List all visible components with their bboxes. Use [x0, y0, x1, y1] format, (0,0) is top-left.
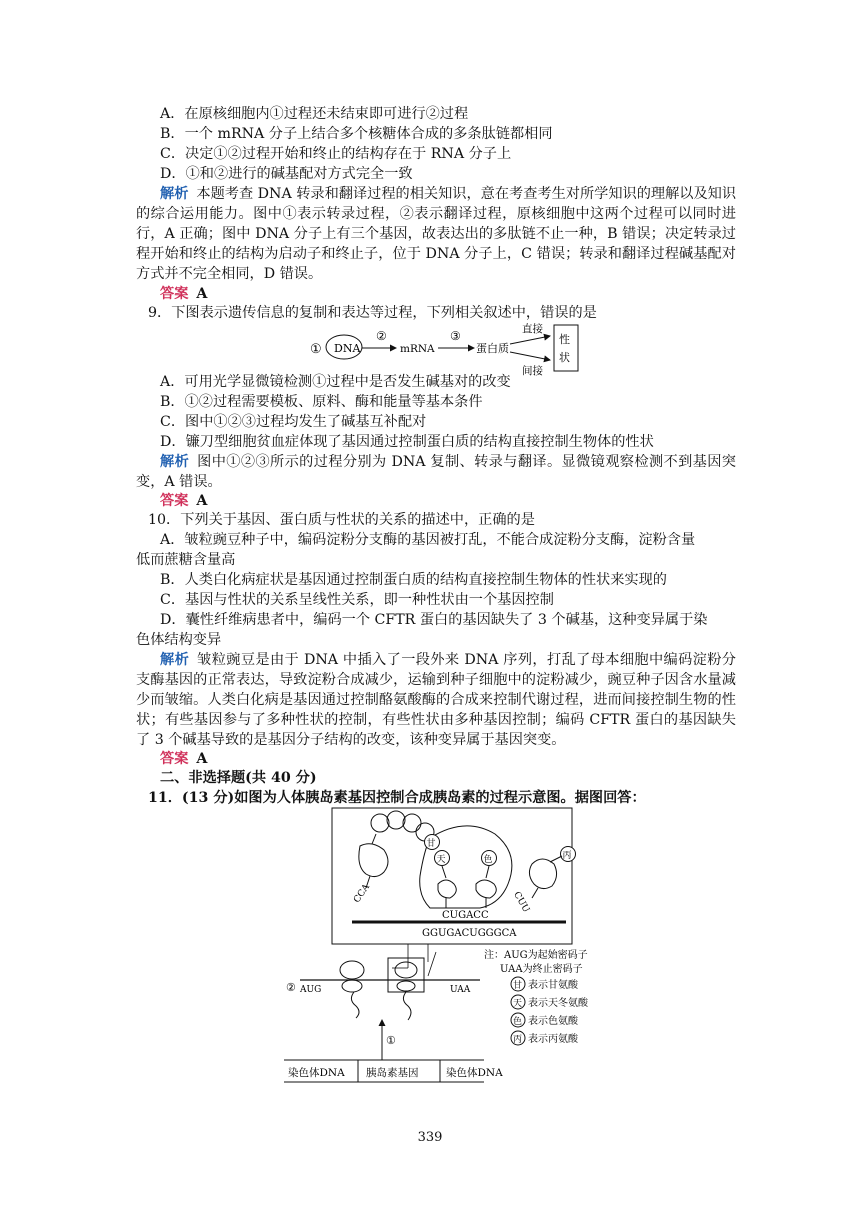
mrna-seq: GGUGACUGGGCA [422, 928, 517, 939]
q9-protein-label: 蛋白质 [476, 342, 509, 355]
start-codon-aug: AUG [300, 985, 322, 995]
q9-trait-char1: 性 [559, 333, 570, 346]
q9-stem: 9．下图表示遗传信息的复制和表达等过程，下列相关叙述中，错误的是 [148, 305, 597, 321]
analysis-label: 解析 [160, 186, 189, 202]
ribosome-lower-1 [340, 961, 364, 1018]
q9-answer [160, 491, 207, 511]
q10-option-d-line1: D．囊性纤维病患者中，编码一个 CFTR 蛋白的基因缺失了 3 个碱基，这种变异属于染 [160, 612, 708, 628]
legend-char-asp: 天 [513, 999, 523, 1009]
q9-label-1: ① [310, 342, 322, 357]
q9-analysis-text: 图中①②③所示的过程分别为 DNA 复制、转录与翻译。显微镜观察检测不到基因突变，A 错误。 [136, 454, 736, 490]
trna-right [529, 856, 562, 898]
legend-text-gly: 表示甘氨酸 [528, 980, 578, 991]
q9-option-a: A．可用光学显微镜检测①过程中是否发生碱基对的改变 [160, 374, 511, 390]
aa-gly: 甘 [426, 839, 436, 849]
q11-stem: 11．(13 分)如图为人体胰岛素基因控制合成胰岛素的过程示意图。据图回答： [148, 790, 646, 806]
aa-trp: 色 [483, 855, 493, 865]
q9-analysis [136, 452, 736, 492]
q9-trait-char2: 状 [559, 351, 570, 364]
q10-option-b: B．人类白化病症状是基因通过控制蛋白质的结构直接控制生物体的性状来实现的 [160, 572, 667, 588]
q9-arrow-indirect [510, 352, 550, 360]
q10-analysis [136, 650, 736, 750]
chromosome-dna-right: 染色体DNA [446, 1067, 503, 1079]
q9-label-3: ③ [450, 329, 461, 343]
label-1-lower: ① [386, 1034, 396, 1047]
stop-codon-uaa: UAA [450, 985, 471, 995]
q10-option-d-line2: 色体结构变异 [136, 632, 222, 648]
codon-top-seq: CUGACC [442, 910, 489, 921]
q10-option-c: C．基因与性状的关系呈线性关系，即一种性状由一个基因控制 [160, 592, 554, 608]
q9-label-2: ② [376, 329, 387, 343]
note-stop-codon: UAA为终止密码子 [500, 964, 583, 975]
q11-translation-diagram [280, 806, 620, 1090]
q9-trait-box [554, 325, 578, 371]
polypeptide-chain [371, 811, 434, 841]
q10-option-a-line1: A．皱粒豌豆种子中，编码淀粉分支酶的基因被打乱，不能合成淀粉分支酶，淀粉含量 [160, 532, 696, 548]
aa-asp: 天 [436, 855, 446, 865]
anticodon-cca: CCA [352, 882, 372, 905]
q8-option-b: B．一个 mRNA 分子上结合多个核糖体合成的多条肽链都相同 [160, 126, 553, 142]
page-number: 339 [417, 1130, 443, 1145]
q8-answer-value: A [196, 286, 208, 302]
answer-label: 答案 [160, 751, 189, 767]
q8-analysis-text: 本题考查 DNA 转录和翻译过程的相关知识，意在考查考生对所学知识的理解以及知识的综合运用能力。图中①表示转录过程，②表示翻译过程，原核细胞中这两个过程可以同时进行，A 正确；图中 DNA 分子上有三个基因，故表达出的多肽链不止一种，B 错误；决定转录过程开始和终止的结构为启动子和终止子，位于 DNA 分子上，C 错误；转录和翻译过程碱基配对方式并不完全相同，D 错误。 [136, 186, 737, 282]
q10-answer-value: A [196, 751, 208, 767]
q9-dna-label: DNA [334, 342, 361, 355]
zoom-box [388, 958, 424, 992]
q9-direct-label: 直接 [522, 323, 543, 335]
label-2-lower: ② [286, 981, 296, 994]
q9-answer-value: A [196, 493, 208, 509]
answer-label: 答案 [160, 493, 189, 509]
legend-char-gly: 甘 [513, 981, 523, 991]
q8-analysis [136, 184, 736, 284]
note-start-codon: 注：AUG为起始密码子 [484, 950, 588, 961]
trna-middle [438, 866, 496, 908]
amino-acid-legend [511, 977, 589, 1045]
answer-label: 答案 [160, 286, 189, 302]
q10-option-a-line2: 低而蔗糖含量高 [136, 552, 236, 568]
legend-text-trp: 表示色氨酸 [528, 1016, 578, 1027]
q10-stem: 10．下列关于基因、蛋白质与性状的关系的描述中，正确的是 [148, 512, 535, 528]
q9-option-c: C．图中①②③过程均发生了碱基互补配对 [160, 414, 427, 430]
q9-mrna-label: mRNA [400, 343, 435, 355]
q9-indirect-label: 间接 [522, 365, 543, 377]
q9-flow-diagram [300, 322, 590, 378]
q10-answer [160, 749, 207, 769]
q9-option-d: D．镰刀型细胞贫血症体现了基因通过控制蛋白质的结构直接控制生物体的性状 [160, 434, 654, 450]
zoom-pointer [428, 952, 436, 976]
trna-left [359, 834, 388, 888]
q9-option-b: B．①②过程需要模板、原料、酶和能量等基本条件 [160, 394, 483, 410]
q9-arrow-direct [510, 336, 550, 344]
section-title: 二、非选择题(共 40 分) [160, 770, 317, 786]
q8-answer [160, 284, 207, 304]
ribosome-lower-2 [395, 962, 417, 1020]
aa-ala: 丙 [562, 851, 572, 861]
anticodon-cuu: CUU [511, 890, 531, 915]
chromosome-dna-left: 染色体DNA [288, 1067, 345, 1079]
q8-option-c: C．决定①②过程开始和终止的结构存在于 RNA 分子上 [160, 146, 512, 162]
insulin-gene: 胰岛素基因 [366, 1067, 419, 1079]
q10-analysis-text: 皱粒豌豆是由于 DNA 中插入了一段外来 DNA 序列，打乱了母本细胞中编码淀粉分支酶基因的正常表达，导致淀粉合成减少，运输到种子细胞中的淀粉减少，豌豆种子因含水量减少而皱缩。人类白化病是基因通过控制酪氨酸酶的合成来控制代谢过程，进而间接控制生物的性状；有些基因参与了多种性状的控制，有些性状由多种基因控制；编码 CFTR 蛋白的基因缺失了 3 个碱基导致的是基因分子结构的改变，该种变异属于基因突变。 [136, 652, 736, 748]
analysis-label: 解析 [160, 454, 190, 470]
analysis-label: 解析 [160, 652, 190, 668]
q8-option-d: D．①和②进行的碱基配对方式完全一致 [160, 166, 413, 182]
legend-text-asp: 表示天冬氨酸 [528, 998, 588, 1009]
q8-option-a: A．在原核细胞内①过程还未结束即可进行②过程 [160, 106, 469, 122]
legend-text-ala: 表示丙氨酸 [528, 1034, 578, 1045]
legend-char-trp: 色 [513, 1017, 523, 1027]
legend-char-ala: 丙 [513, 1035, 523, 1045]
